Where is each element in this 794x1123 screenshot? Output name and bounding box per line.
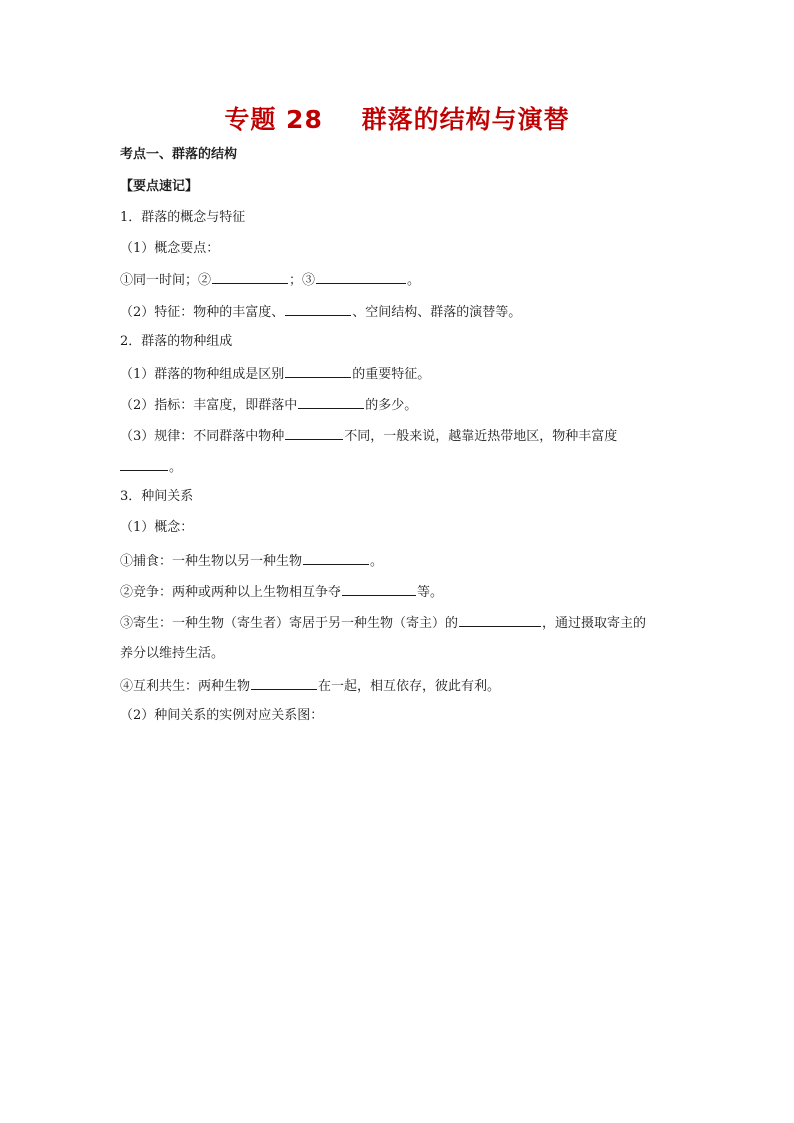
s3-competition: [120, 582, 443, 602]
s1-sub2: [120, 302, 521, 322]
fill-blank[interactable]: [303, 551, 369, 565]
text-segment: ④互利共生：两种生物: [120, 679, 251, 694]
s2-sub1: [120, 364, 430, 384]
s3-predation: [120, 551, 383, 571]
text-segment: （1）群落的物种组成是区别: [120, 367, 285, 382]
fill-blank[interactable]: [212, 270, 288, 284]
s2-sub2: [120, 395, 417, 415]
s3-heading: 3．种间关系: [120, 489, 194, 504]
text-segment: ；③: [289, 273, 316, 288]
text-segment: （3）规律：不同群落中物种: [120, 429, 285, 444]
text-segment: ①捕食：一种生物以另一种生物: [120, 554, 303, 569]
text-segment: 的重要特征。: [352, 367, 431, 382]
s1-heading: 1．群落的概念与特征: [120, 210, 246, 225]
s2-sub3-cont: [120, 457, 182, 477]
s3-sub1: （1）概念：: [120, 520, 194, 535]
text-segment: 不同，一般来说，越靠近热带地区，物种丰富度: [344, 429, 618, 444]
s1-points: [120, 270, 420, 290]
text-segment: 等。: [417, 585, 444, 600]
text-segment: 在一起，相互依存，彼此有利。: [318, 679, 501, 694]
fill-blank[interactable]: [285, 426, 343, 440]
fill-blank[interactable]: [285, 302, 351, 316]
text-segment: 、空间结构、群落的演替等。: [352, 305, 522, 320]
text-segment: 的多少。: [365, 398, 418, 413]
s2-sub3: [120, 426, 617, 446]
text-segment: ，通过摄取寄主的: [542, 616, 647, 631]
fill-blank[interactable]: [298, 395, 364, 409]
fill-blank[interactable]: [459, 613, 541, 627]
s3-sub2: （2）种间关系的实例对应关系图：: [120, 708, 324, 723]
text-segment: ②竞争：两种或两种以上生物相互争夺: [120, 585, 342, 600]
section-heading: 考点一、群落的结构: [120, 147, 238, 162]
s3-mutualism: [120, 676, 500, 696]
text-segment: （2）特征：物种的丰富度、: [120, 305, 285, 320]
fill-blank[interactable]: [285, 364, 351, 378]
fill-blank[interactable]: [342, 582, 416, 596]
s3-parasitism-cont: 养分以维持生活。: [120, 646, 225, 661]
s1-sub1: （1）概念要点：: [120, 241, 220, 256]
text-segment: 。: [407, 273, 421, 288]
text-segment: ③寄生：一种生物（寄生者）寄居于另一种生物（寄主）的: [120, 616, 459, 631]
s2-heading: 2．群落的物种组成: [120, 334, 233, 349]
page-title: 专题 28 群落的结构与演替: [224, 105, 570, 134]
text-segment: 。: [370, 554, 384, 569]
fill-blank[interactable]: [251, 676, 317, 690]
memo-heading: 【要点速记】: [120, 179, 199, 194]
text-segment: 。: [169, 460, 183, 475]
s3-parasitism: [120, 613, 646, 633]
text-segment: （2）指标：丰富度，即群落中: [120, 398, 298, 413]
fill-blank[interactable]: [316, 270, 406, 284]
fill-blank[interactable]: [120, 457, 168, 471]
text-segment: ①同一时间；②: [120, 273, 212, 288]
